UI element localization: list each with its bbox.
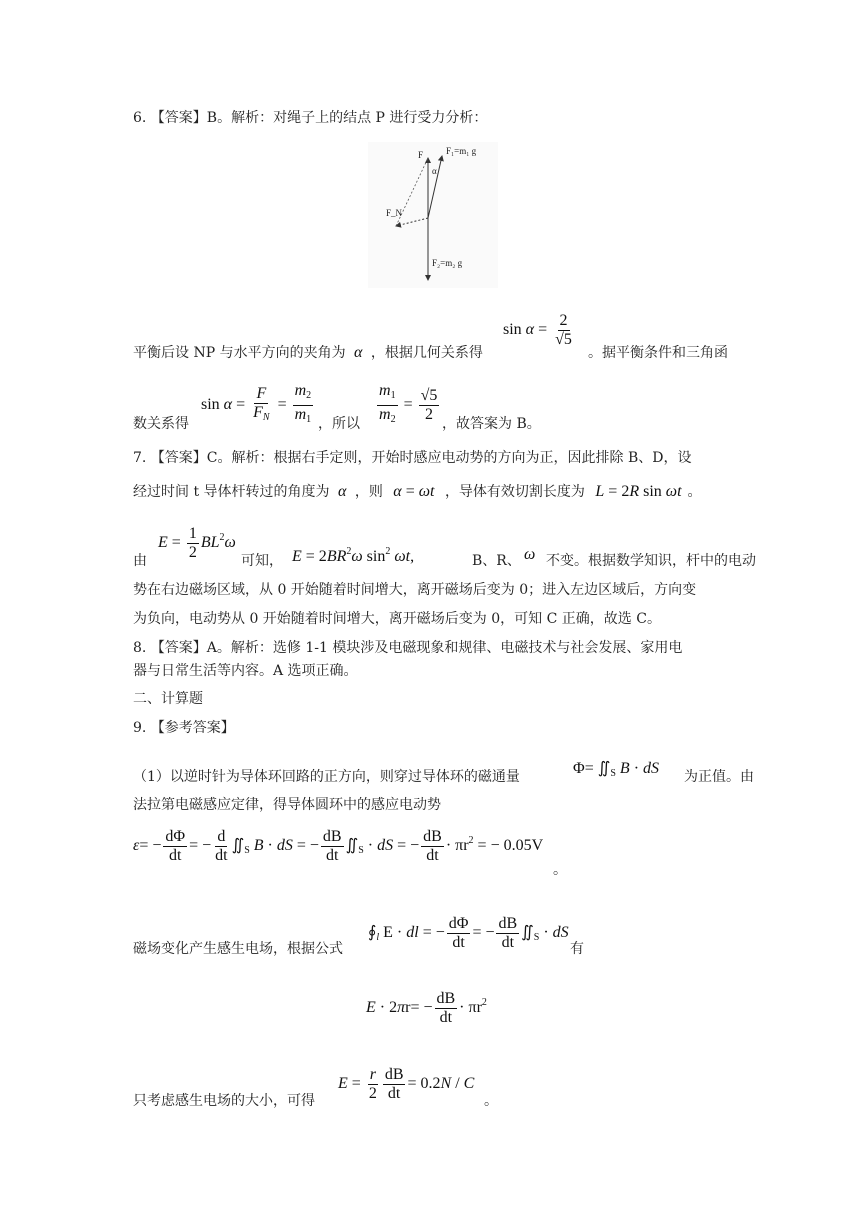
q8-line1: 8. 【答案】A。解析：选修 1-1 模块涉及电磁现象和规律、电磁技术与社会发展、家用电 <box>133 640 683 656</box>
q7-line2-b: ，则 <box>354 484 383 500</box>
alpha-symbol: α <box>354 344 363 361</box>
length-formula: L = 2R sin ωt <box>595 483 682 500</box>
q7-line1: 7. 【答案】C。解析：根据右手定则，开始时感应电动势的方向为正，因此排除 B、D，设 <box>133 450 692 466</box>
q6-line3-c: ，故答案为 B。 <box>442 416 541 432</box>
omega-symbol: ω <box>524 546 536 563</box>
q9-line4: 只考虑感生电场的大小，可得 <box>133 1093 315 1109</box>
field-circle-formula: E · 2πr= − $\frac{dB}{dt}$ · $\pi r^2$ <box>366 990 487 1026</box>
q9-eq1-end: 。 <box>553 862 567 878</box>
field-magnitude-formula: E = $\frac{r}{2}$ $\frac{dB}{dt}$ = 0.2N / C <box>338 1066 475 1102</box>
label-f: F <box>418 150 424 160</box>
q6-line2-c: 。据平衡条件和三角函 <box>588 345 728 361</box>
force-diagram <box>368 142 498 288</box>
q7-line3-d: 不变。根据数学知识，杆中的电动 <box>546 553 756 569</box>
q6-line2-a: 平衡后设 NP 与水平方向的夹角为 <box>133 345 346 361</box>
sin-alpha-ratio-formula: sin α = $\frac{F}{F_N}$ = $\frac{m_2}{m_1}$ <box>201 382 312 425</box>
emf-formula: E = $\frac{1}{2}$ $BL^2\omega$ <box>158 525 236 561</box>
alpha-symbol-2: α <box>337 483 347 500</box>
induced-field-formula: $∮_l$ E · dl = − $\frac{d\Phi}{dt}$ = − $\frac{dB}{dt}$ $∬_S$ · dS <box>368 915 569 951</box>
q9-line2: 法拉第电磁感应定律，得导体圆环中的感应电动势 <box>133 797 441 813</box>
sin-alpha-formula: sin α = $\frac{2}{√5}$ <box>503 312 572 348</box>
q7-line3-c: B、R、 <box>472 553 521 569</box>
label-f2: F₂=m₂ g <box>432 258 463 268</box>
q9-line1-b: 为正值。由 <box>684 769 754 785</box>
label-alpha: α <box>432 166 437 176</box>
q7-line2: 经过时间 t 导体杆转过的角度为 α ，则 α = ωt ，导体有效切割长度为 L = 2R sin ωt 。 <box>133 483 702 500</box>
q7-line2-a: 经过时间 t 导体杆转过的角度为 <box>133 484 330 500</box>
emf-expanded-formula: $E = 2BR^2\omega$ $\sin^2 \omega t$, <box>292 546 415 565</box>
q6-line2 <box>133 343 483 363</box>
label-f1: F₁=m₁ g <box>446 146 477 156</box>
q9-title: 9. 【参考答案】 <box>133 720 235 736</box>
q8-line2: 器与日常生活等内容。A 选项正确。 <box>133 663 358 679</box>
q7-line3-b: 可知， <box>241 553 283 569</box>
q6-line3-a: 数关系得 <box>133 416 189 432</box>
q9-line3-b: 有 <box>570 941 584 957</box>
flux-formula: $\Phi= ∬_S$ B · dS <box>573 760 660 779</box>
q9-line3-a: 磁场变化产生感生电场，根据公式 <box>133 941 343 957</box>
mass-ratio-formula: $\frac{m_1}{m_2}$ = $\frac{√5}{2}$ <box>379 382 438 425</box>
section-title: 二、计算题 <box>133 691 203 707</box>
q6-line2-b: ，根据几何关系得 <box>370 345 483 361</box>
q6-answer-line: 6. 【答案】B。解析：对绳子上的结点 P 进行受力分析： <box>133 110 488 126</box>
q9-line4-end: 。 <box>484 1093 498 1109</box>
q7-line4: 势在右边磁场区域，从 0 开始随着时间增大，离开磁场后变为 0；进入左边区域后，方向变 <box>133 582 697 598</box>
induced-emf-formula: ε= − $\frac{d\Phi}{dt}$ = − $\frac{d}{dt}$ $∬_S$ B · dS = − $\frac{dB}{dt}$ $∬_S$ · dS = − $\frac{dB}{dt}$ · $\pi r^2$ = − 0.05V <box>133 828 544 864</box>
q7-line2-c: ，导体有效切割长度为 <box>444 484 585 500</box>
label-fn: F_N <box>386 208 403 218</box>
q6-line3-b: ，所以 <box>318 416 360 432</box>
force-fn-arrow <box>396 218 428 226</box>
q7-line5: 为负向，电动势从 0 开始随着时间增大，离开磁场后变为 0，可知 C 正确，故选 C。 <box>133 611 661 627</box>
q9-line1-a: （1）以逆时针为导体环回路的正方向，则穿过导体环的磁通量 <box>133 769 520 785</box>
angle-formula: α = ωt <box>393 483 435 500</box>
q7-line3-a: 由 <box>133 553 147 569</box>
